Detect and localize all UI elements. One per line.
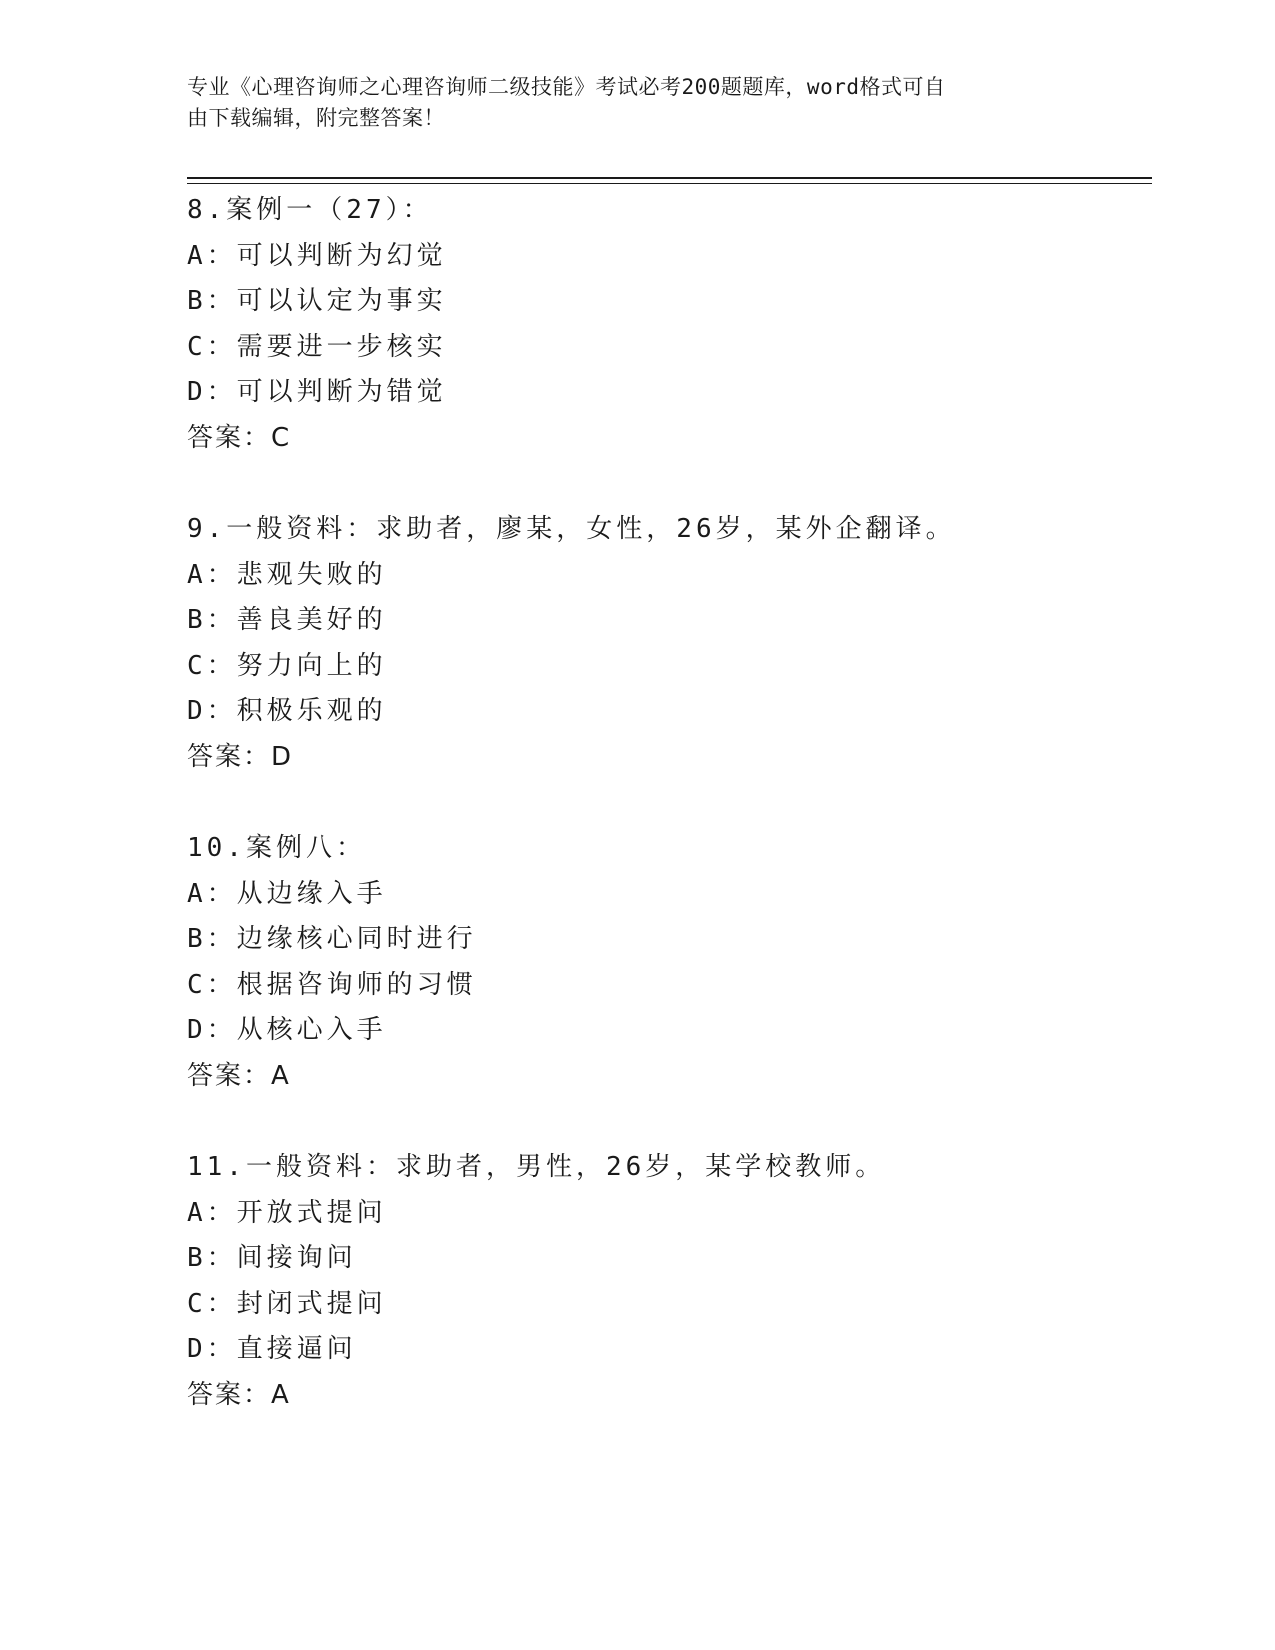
option-d: D：积极乐观的 — [187, 696, 387, 727]
document-header — [187, 72, 1067, 134]
question-stem: 8.案例一（27）： — [187, 195, 433, 225]
question-10 — [187, 826, 1147, 1100]
option-a: A：悲观失败的 — [187, 559, 387, 590]
header-line-2: 由下载编辑，附完整答案！ — [187, 106, 445, 130]
option-b: B：边缘核心同时进行 — [187, 924, 477, 955]
question-stem: 10.案例八： — [187, 833, 366, 863]
option-d: D：直接逼问 — [187, 1334, 357, 1365]
option-c: C：封闭式提问 — [187, 1288, 387, 1319]
question-stem: 11.一般资料：求助者，男性，26岁，某学校教师。 — [187, 1152, 886, 1182]
answer-line: 答案：C — [187, 422, 292, 453]
option-b: B：善良美好的 — [187, 605, 387, 636]
option-b: B：可以认定为事实 — [187, 286, 447, 317]
header-divider-thin — [187, 183, 1152, 184]
option-b: B：间接询问 — [187, 1243, 357, 1274]
question-stem: 9.一般资料：求助者，廖某，女性，26岁，某外企翻译。 — [187, 514, 956, 544]
option-c: C：需要进一步核实 — [187, 331, 447, 362]
header-line-1: 专业《心理咨询师之心理咨询师二级技能》考试必考200题题库，word格式可自 — [187, 75, 946, 99]
question-9 — [187, 507, 1147, 781]
option-d: D：从核心入手 — [187, 1015, 387, 1046]
question-8 — [187, 188, 1147, 462]
option-c: C：努力向上的 — [187, 650, 387, 681]
option-a: A：从边缘入手 — [187, 878, 387, 909]
option-c: C：根据咨询师的习惯 — [187, 969, 477, 1000]
answer-line: 答案：D — [187, 741, 294, 772]
header-divider — [187, 177, 1152, 179]
answer-line: 答案：A — [187, 1060, 291, 1091]
option-a: A：开放式提问 — [187, 1197, 387, 1228]
option-a: A：可以判断为幻觉 — [187, 240, 447, 271]
question-11 — [187, 1145, 1147, 1419]
answer-line: 答案：A — [187, 1379, 291, 1410]
option-d: D：可以判断为错觉 — [187, 377, 447, 408]
